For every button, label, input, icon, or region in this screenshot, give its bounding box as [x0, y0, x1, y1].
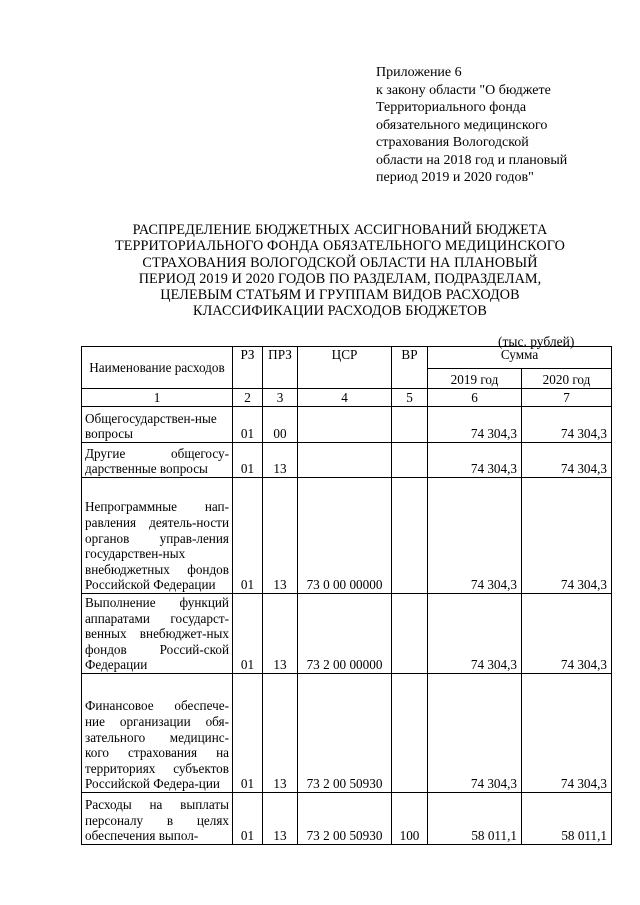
- column-number: 3: [263, 389, 298, 407]
- document-title: [60, 222, 620, 320]
- table-row: [82, 594, 612, 674]
- row-vr: 100: [392, 793, 428, 845]
- row-vr: [392, 674, 428, 793]
- appendix-block: [376, 64, 616, 187]
- row-2019: 74 304,3: [428, 594, 522, 674]
- column-number: 4: [298, 389, 392, 407]
- row-2019: 74 304,3: [428, 407, 522, 443]
- row-2019: 74 304,3: [428, 443, 522, 478]
- row-2019: 74 304,3: [428, 478, 522, 594]
- row-name: Расходы на выплаты персоналу в целях обеспечения выпол-: [82, 793, 233, 845]
- header-prz: ПРЗ: [263, 347, 298, 389]
- column-number: 7: [522, 389, 612, 407]
- row-vr: [392, 407, 428, 443]
- row-2020: 58 011,1: [522, 793, 612, 845]
- table-row: [82, 407, 612, 443]
- appendix-line: обязательного медицинского: [376, 117, 548, 133]
- row-2020: 74 304,3: [522, 443, 612, 478]
- row-prz: 13: [263, 674, 298, 793]
- row-name: Выполнение функций аппаратами государст-венных внебюджет-ных фондов Россий-ской Федерации: [82, 594, 233, 674]
- title-line: ПЕРИОД 2019 И 2020 ГОДОВ ПО РАЗДЕЛАМ, ПОДРАЗДЕЛАМ,: [138, 270, 542, 287]
- appendix-line: к закону области "О бюджете: [376, 82, 551, 98]
- row-vr: [392, 594, 428, 674]
- table-row: [82, 674, 612, 793]
- table-row: [82, 443, 612, 478]
- table-row: [82, 793, 612, 845]
- header-csr: ЦСР: [298, 347, 392, 389]
- row-name: Общегосударствен-ные вопросы: [82, 407, 233, 443]
- header-2019: 2019 год: [428, 369, 522, 389]
- row-rz: 01: [233, 594, 263, 674]
- row-rz: 01: [233, 407, 263, 443]
- row-csr: 73 2 00 00000: [298, 594, 392, 674]
- header-vr: ВР: [392, 347, 428, 389]
- row-csr: 73 2 00 50930: [298, 674, 392, 793]
- column-number: 6: [428, 389, 522, 407]
- row-name: Финансовое обеспече-ние организации обя-зательного медицинс-кого страхования на территориях субъектов Российской Федера-ции: [82, 674, 233, 793]
- row-2020: 74 304,3: [522, 594, 612, 674]
- title-line: РАСПРЕДЕЛЕНИЕ БЮДЖЕТНЫХ АССИГНОВАНИЙ БЮДЖЕТА: [132, 222, 548, 238]
- header-rz: РЗ: [233, 347, 263, 389]
- row-2019: 74 304,3: [428, 674, 522, 793]
- row-vr: [392, 443, 428, 478]
- row-2020: 74 304,3: [522, 674, 612, 793]
- row-rz: 01: [233, 478, 263, 594]
- row-rz: 01: [233, 793, 263, 845]
- row-csr: 73 2 00 50930: [298, 793, 392, 845]
- row-rz: 01: [233, 443, 263, 478]
- row-prz: 13: [263, 594, 298, 674]
- title-line: СТРАХОВАНИЯ ВОЛОГОДСКОЙ ОБЛАСТИ НА ПЛАНОВЫЙ: [142, 254, 538, 271]
- row-prz: 00: [263, 407, 298, 443]
- row-vr: [392, 478, 428, 594]
- row-prz: 13: [263, 443, 298, 478]
- table-row: [82, 478, 612, 594]
- row-2020: 74 304,3: [522, 407, 612, 443]
- appendix-line: период 2019 и 2020 годов": [376, 170, 534, 185]
- row-prz: 13: [263, 478, 298, 594]
- column-number: 1: [82, 389, 233, 407]
- units-label: (тыс. рублей): [498, 334, 575, 349]
- appendix-line: Территориального фонда: [376, 100, 527, 115]
- appendix-line: страхования Вологодской: [376, 135, 529, 150]
- row-csr: [298, 443, 392, 478]
- row-2019: 58 011,1: [428, 793, 522, 845]
- budget-table: [81, 346, 612, 845]
- header-sum: Сумма: [428, 347, 612, 369]
- title-line: КЛАССИФИКАЦИИ РАСХОДОВ БЮДЖЕТОВ: [193, 303, 487, 320]
- title-line: ЦЕЛЕВЫМ СТАТЬЯМ И ГРУППАМ ВИДОВ РАСХОДОВ: [160, 287, 520, 304]
- column-number: 2: [233, 389, 263, 407]
- title-line: ТЕРРИТОРИАЛЬНОГО ФОНДА ОБЯЗАТЕЛЬНОГО МЕДИЦИНСКОГО: [114, 238, 565, 255]
- row-rz: 01: [233, 674, 263, 793]
- row-prz: 13: [263, 793, 298, 845]
- row-name: Другие общегосу-дарственные вопросы: [82, 443, 233, 478]
- header-name: Наименование расходов: [82, 347, 233, 389]
- header-2020: 2020 год: [522, 369, 612, 389]
- row-2020: 74 304,3: [522, 478, 612, 594]
- row-name: Непрограммные нап-равления деятель-ности органов управ-ления государствен-ных внебюджетных фондов Российской Федерации: [82, 478, 233, 594]
- row-csr: [298, 407, 392, 443]
- row-csr: 73 0 00 00000: [298, 478, 392, 594]
- appendix-line: области на 2018 год и плановый: [376, 152, 568, 168]
- appendix-line: Приложение 6: [376, 65, 462, 80]
- column-number: 5: [392, 389, 428, 407]
